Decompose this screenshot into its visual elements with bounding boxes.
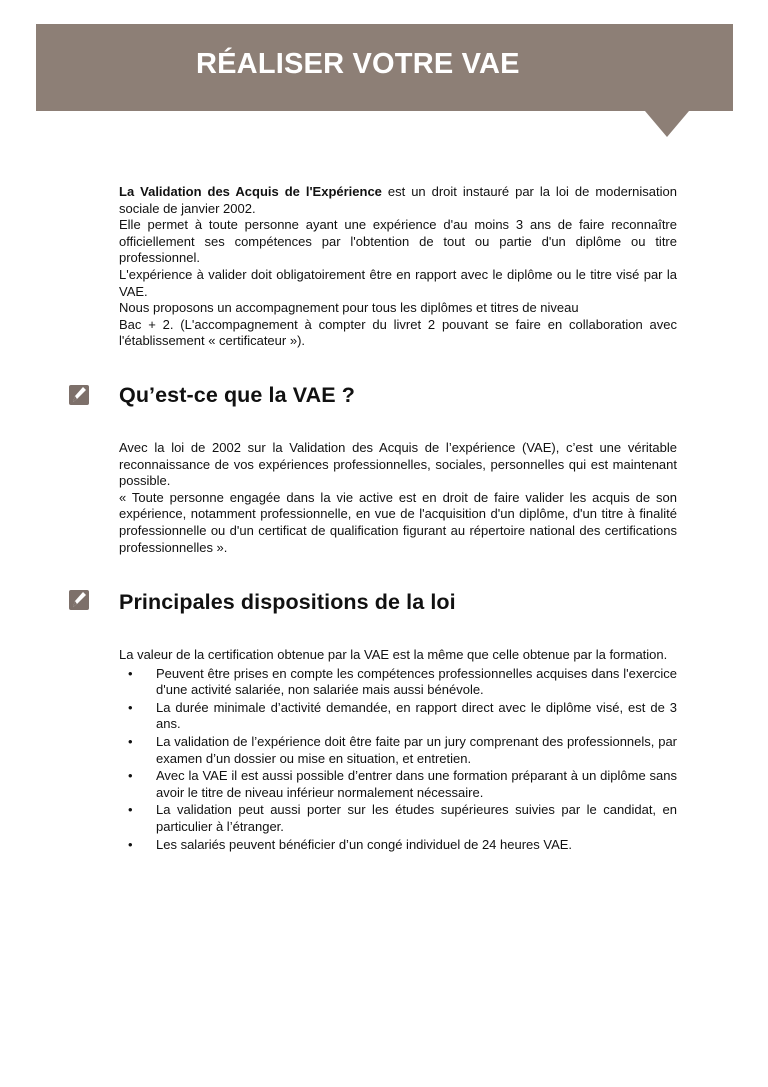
list-item: • Les salariés peuvent bénéficier d’un congé individuel de 24 heures VAE.	[128, 836, 573, 852]
bullet-icon: •	[128, 699, 133, 715]
list-item: • Avec la VAE il est aussi possible d’entrer dans une formation préparant à un diplôme sans avoir le titre de niveau inférieur normalement nécessaire.	[128, 768, 677, 800]
list-item: • La validation de l’expérience doit être faite par un jury comprenant des professionnels, par examen d’un dossier ou mise en situation, et entretien.	[128, 733, 677, 766]
intro-bold-lead: La Validation des Acquis de l'Expérience	[119, 184, 382, 199]
bullet-icon: •	[128, 836, 133, 852]
header-banner-tab	[645, 111, 689, 137]
intro-paragraph-5: Bac + 2. (L'accompagnement à compter du livret 2 pouvant se faire en collaboration avec l'établissement « certificateur »).	[119, 316, 677, 349]
list-item: • La durée minimale d’activité demandée, en rapport direct avec le diplôme visé, est de 3 ans.	[128, 699, 677, 732]
list-item: • La validation peut aussi porter sur les études supérieures suivies par le candidat, en particulier à l’étranger.	[128, 802, 677, 834]
pencil-square-icon	[67, 588, 91, 612]
section-main-provisions	[119, 647, 677, 854]
section1-paragraph-2: « Toute personne engagée dans la vie active est en droit de faire valider les acquis de son expérience, notamment professionnelle, en vue de l'acquisition d'un diplôme, d'un titre à finalité professionnelle ou d'un certificat de qualification figurant au répertoire national des certifications professionnelles ».	[119, 489, 677, 555]
intro-paragraph-2: Elle permet à toute personne ayant une expérience d'au moins 3 ans de faire reconnaître officiellement ses compétences par l'obtention de tout ou partie d'un diplôme ou titre professionnel.	[119, 217, 677, 266]
bullet-icon: •	[128, 733, 133, 749]
bullet-icon: •	[128, 802, 133, 818]
intro-section	[119, 184, 677, 350]
bullet-icon: •	[128, 665, 133, 681]
section1-paragraph-1: Avec la loi de 2002 sur la Validation des Acquis de l’expérience (VAE), c’est une véritable reconnaissance de vos expériences professionnelles, sociales, personnelles qui est maintenant possible.	[119, 440, 677, 489]
pencil-square-icon	[67, 383, 91, 407]
page-title: RÉALISER VOTRE VAE	[196, 48, 520, 80]
section-heading-what-is-vae: Qu’est-ce que la VAE ?	[119, 383, 355, 407]
section-heading-main-provisions: Principales dispositions de la loi	[119, 590, 456, 614]
intro-paragraph-4: Nous proposons un accompagnement pour tous les diplômes et titres de niveau	[119, 300, 579, 316]
bullet-icon: •	[128, 768, 133, 784]
intro-p1-rest: est un droit instauré par la loi de modernisation sociale de janvier 2002.	[119, 184, 677, 216]
intro-paragraph-3: L'expérience à valider doit obligatoirement être en rapport avec le diplôme ou le titre visé par la VAE.	[119, 266, 677, 299]
provisions-list	[119, 666, 677, 854]
list-item: • Peuvent être prises en compte les compétences professionnelles acquises dans l'exercice d'une activité salariée, non salariée mais aussi bénévole.	[128, 665, 677, 698]
intro-paragraph-1	[119, 184, 677, 217]
section2-paragraph-1: La valeur de la certification obtenue par la VAE est la même que celle obtenue par la formation.	[119, 647, 668, 662]
section-what-is-vae	[119, 440, 677, 556]
